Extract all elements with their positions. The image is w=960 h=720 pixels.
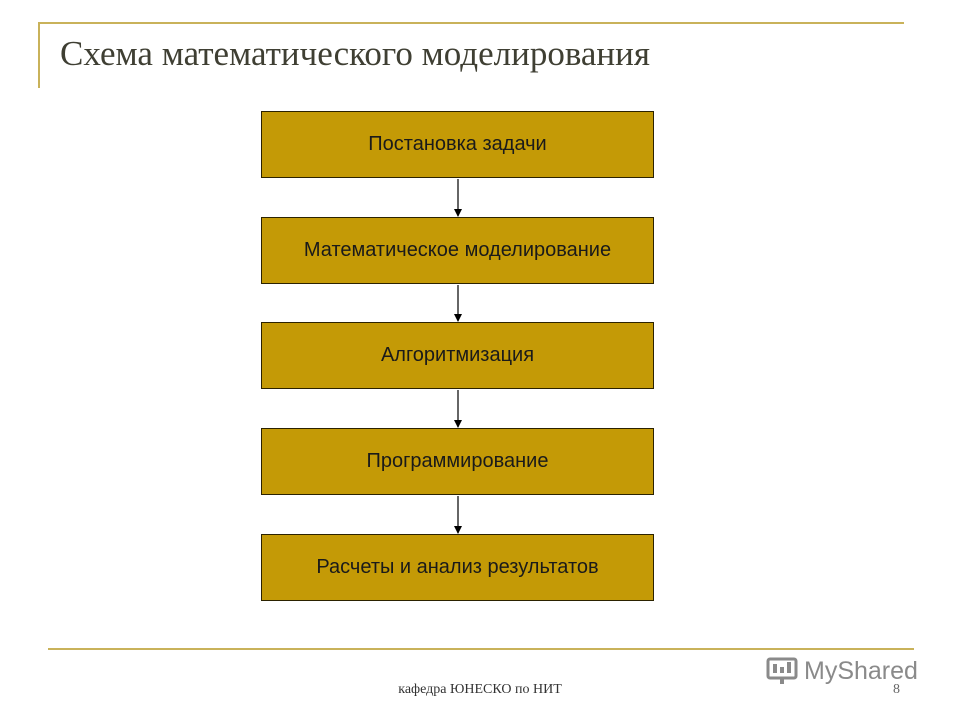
flow-step-label: Постановка задачи [368, 133, 547, 155]
watermark-text: MyShared [804, 656, 918, 685]
flow-step-label: Программирование [366, 450, 549, 472]
flow-step-label: Расчеты и анализ результатов [316, 556, 599, 578]
page-number: 8 [893, 682, 900, 697]
flow-step-label: Математическое моделирование [303, 239, 612, 261]
bottom-rule [48, 648, 914, 650]
watermark-logo [766, 656, 918, 686]
slide-title: Схема математического моделирования [60, 34, 650, 73]
flow-step-label: Алгоритмизация [380, 344, 535, 366]
projector-screen-icon [766, 656, 798, 686]
footer-text: кафедра ЮНЕСКО по НИТ [398, 682, 562, 697]
